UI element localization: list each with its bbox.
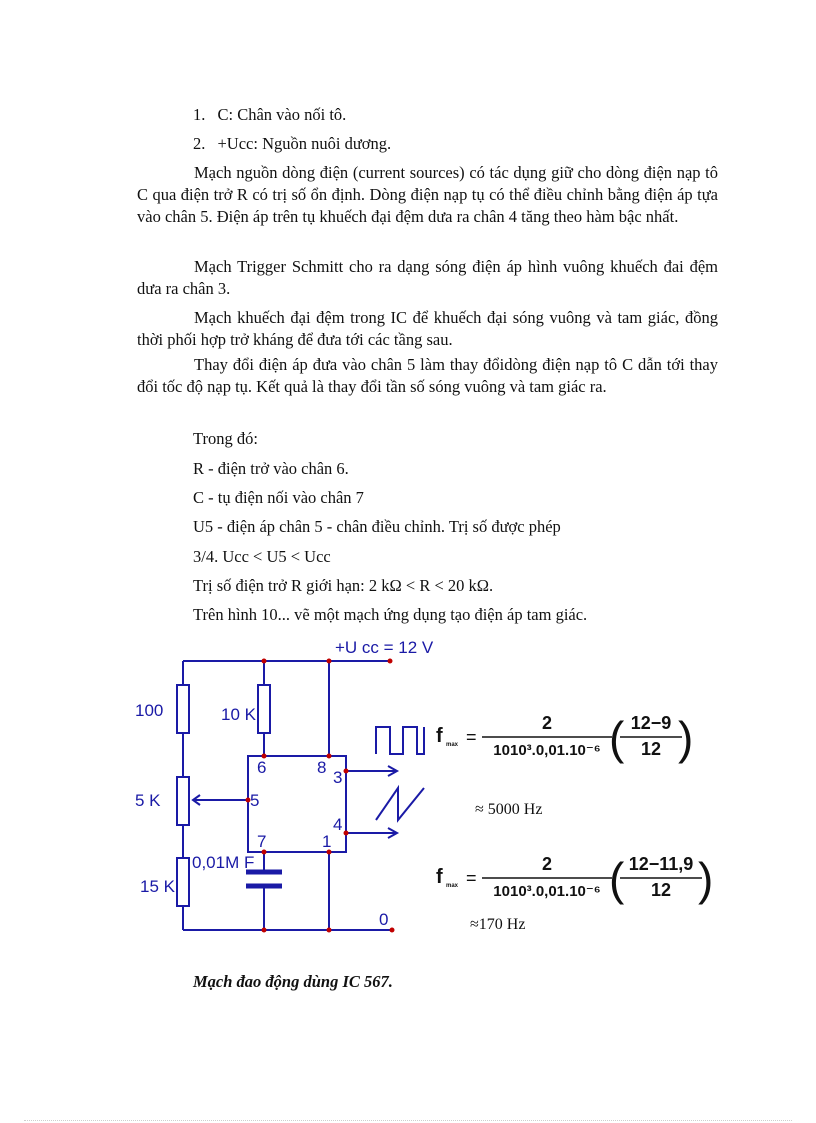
fraction-bottom: 12 (640, 739, 662, 759)
circuit-wires (183, 661, 424, 930)
page-bottom-rule (24, 1120, 792, 1121)
f-label: f (436, 866, 443, 888)
paragraph-buffer: Mạch khuếch đại đệm trong IC để khuếch đại sóng vuông và tam giác, đồng thời phối hợp trở kháng để đưa tới các tầng sau. (137, 308, 718, 349)
paragraph-current-source: Mạch nguồn dòng điện (current sources) có tác dụng giữ cho dòng điện nạp tô C qua điện trở R có trị số ổn định. Dòng điện nạp tụ có thể điều chỉnh bằng điện áp tựa vào chân 5. Điện áp trên tụ khuếch đại đệm dưa ra chân 4 tăng theo hàm bậc nhất. (137, 163, 718, 226)
resistor-10k (258, 685, 270, 733)
capacitor (246, 872, 282, 886)
list-number: 1. (193, 105, 206, 124)
line-u5: U5 - điện áp chân 5 - chân điều chỉnh. Trị số được phép (193, 517, 561, 536)
formula-1 (436, 712, 693, 764)
r3-label: 15 K (140, 877, 175, 896)
line-u5-range: 3/4. Ucc < U5 < Ucc (193, 547, 331, 566)
formula-2 (436, 853, 713, 905)
line-c: C - tụ điện nối vào chân 7 (193, 488, 364, 507)
figure-caption: Mạch đao động dùng IC 567. (193, 972, 393, 991)
supply-label: +U cc = 12 V (335, 638, 434, 657)
pin-3: 3 (333, 768, 343, 787)
denominator: 1010³.0,01.10⁻⁶ (493, 742, 601, 759)
f-subscript: max (446, 883, 459, 889)
numerator: 2 (541, 713, 553, 733)
result-2: ≈170 Hz (470, 916, 526, 933)
fraction-top: 12−11,9 (628, 854, 694, 874)
list-item-2 (193, 133, 391, 155)
pot-label: 5 K (135, 791, 161, 810)
list-item-1 (193, 104, 346, 126)
circuit-diagram (0, 630, 816, 950)
right-paren: ) (698, 853, 714, 905)
f-label: f (436, 725, 443, 747)
line-r-limit: Trị số điện trở R giới hạn: 2 kΩ < R < 20 kΩ. (193, 576, 494, 595)
fraction-bottom: 12 (650, 880, 672, 900)
list-text: C: Chân vào nối tô. (217, 105, 347, 124)
paragraph-schmitt: Mạch Trigger Schmitt cho ra dạng sóng điện áp hình vuông khuếch đai đệm dưa ra chân 3. (137, 257, 718, 298)
resistor-100 (177, 685, 189, 733)
pin-6: 6 (257, 758, 267, 777)
list-text: +Ucc: Nguồn nuôi dương. (217, 134, 392, 153)
equals-sign: = (466, 868, 477, 888)
resistor-15k (177, 858, 189, 906)
pin-4: 4 (333, 815, 343, 834)
list-number: 2. (193, 134, 206, 153)
fraction-top: 12−9 (630, 713, 672, 733)
cap-label: 0,01M F (192, 853, 255, 872)
r1-label: 100 (135, 701, 164, 720)
potentiometer-5k (177, 777, 189, 825)
right-paren: ) (678, 712, 694, 764)
left-paren: ( (609, 712, 625, 764)
ground-label: 0 (379, 910, 389, 929)
line-r: R - điện trở vào chân 6. (193, 459, 349, 478)
line-where: Trong đó: (193, 429, 258, 448)
pin-5: 5 (250, 791, 260, 810)
numerator: 2 (541, 854, 553, 874)
denominator: 1010³.0,01.10⁻⁶ (493, 883, 601, 900)
line-figure-ref: Trên hình 10... vẽ một mạch ứng dụng tạo điện áp tam giác. (193, 605, 588, 624)
equals-sign: = (466, 727, 477, 747)
result-1: ≈ 5000 Hz (475, 801, 543, 818)
pin-8: 8 (317, 758, 327, 777)
pin-1: 1 (322, 832, 332, 851)
left-paren: ( (609, 853, 625, 905)
f-subscript: max (446, 742, 459, 748)
pin-7: 7 (257, 832, 267, 851)
r2-label: 10 K (221, 705, 256, 724)
paragraph-frequency: Thay đổi điện áp đưa vào chân 5 làm thay đổidòng điện nạp tô C dẫn tới thay đổi tốc độ nạp tụ. Kết quả là thay đổi tần số sóng vuông và tam giác ra. (137, 355, 718, 396)
